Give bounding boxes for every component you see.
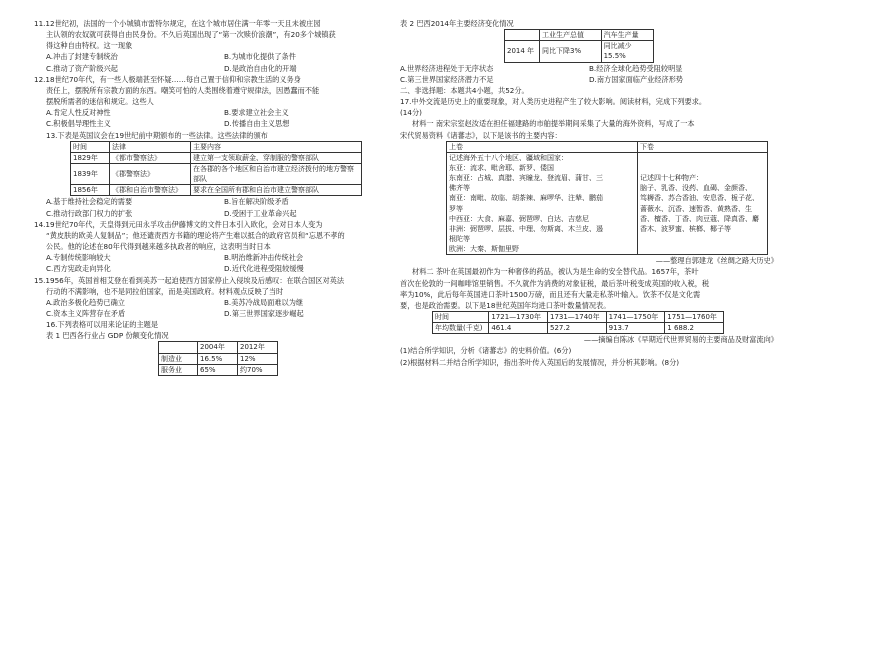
table-row [433,323,724,334]
lower-line: 香木、波罗蜜、槟榔、椰子等 [640,224,731,233]
upper-line: 记述海外五十八个地区、疆域和国家： [449,153,568,162]
q11-option-a[interactable]: A.冲击了封建专制统治 [46,52,118,62]
table2-caption: 表 2 巴西2014年主要经济变化情况 [400,19,514,28]
sub-question-1: (1)结合所学知识，分析《诸蕃志》的史料价值。(6分) [400,346,572,356]
q12-line: 责任上，摆脱所有宗教方面的东西。嘲笑可怕的人类围绕着遵守规律法，因愚蠢而不能 [46,85,320,95]
table-cell: 建立第一支领取薪金、穿制服的警察部队 [191,152,362,163]
q14-line: 公民。他的论述在80年代得到越来越多执政者的响应，这表明当时日本 [46,242,271,252]
q14-option-c[interactable]: C.西方宪政走向异化 [46,264,111,274]
material2-line: 首次在伦敦的一间咖啡馆里销售。不久就作为消费的对象征税，最后茶叶税变成英国的收入税，税 [400,278,710,288]
table-row [159,353,278,364]
q13-law-table [70,141,362,197]
question-13 [34,130,402,219]
table-header: 2004年 [198,342,238,353]
upper-line: 中西亚：大食、麻嘉、弼琶啰、白达、吉慈尼 [449,214,589,223]
right-column [400,18,778,368]
table-cell-line: 15.5% [603,52,626,61]
table-cell: 1829年 [71,152,110,163]
table-cell: 913.7 [606,323,665,334]
source-citation-1: ——整理自郭建龙《丝绸之路大历史》 [655,256,778,266]
table-header [505,30,540,41]
q16-option-d[interactable]: D.南方国家面临产业经济形势 [589,74,684,84]
table-header: 1741—1750年 [606,312,665,323]
q11-line: 11.12世纪初，法国的一个小城镇市雷特尔规定，在这个城市居住满一年零一天且未被庄园 [34,19,321,28]
q16-option-c[interactable]: C.第三世界国家经济潜力不足 [400,74,494,84]
q16-option-a[interactable]: A.世界经济进程处于无序状态 [400,63,494,73]
table-header: 时间 [433,312,489,323]
question-15 [34,275,402,320]
table-cell: 年均数量(千克) [433,323,489,334]
table-cell: 要求在全国所有郡和自治市建立警察部队 [191,185,362,196]
table-header: 1731—1740年 [547,312,606,323]
upper-line: 欧洲：大秦、斯伽里野 [449,245,519,254]
table-row [505,41,654,62]
table-header: 工业生产总值 [540,30,602,41]
question-11 [34,18,402,74]
lower-volume-cell [638,152,768,254]
left-column [34,18,402,376]
table-cell-line: 在各郡的各个地区和自治市建立经济拨付的地方警察 [193,165,354,173]
q15-option-a[interactable]: A.政治多极化趋势已确立 [46,297,125,307]
table-cell: 527.2 [547,323,606,334]
q11-line: 得这种自由特权。这一现象 [46,41,133,51]
table-cell: 16.5% [198,353,238,364]
q15-option-b[interactable]: B.美苏冷战局面难以为继 [224,297,304,307]
upper-line: 非洲：弼琶啰、层拔、中理、勿斯离、木兰皮、遏 [449,224,603,233]
table1-caption: 表 1 巴西各行业占 GDP 份额变化情况 [46,331,169,341]
q12-line: 12.18世纪70年代，有一些人极端甚至怀疑……每自己置于信仰和宗教生活的义务身 [34,74,301,84]
q16-option-b[interactable]: B.经济全球化趋势受阻较明显 [589,63,683,73]
table-cell: 同比下降3% [540,41,602,62]
zhufanzhi-table [446,141,768,256]
table-cell: 461.4 [489,323,548,334]
table-cell-line: 部队 [193,175,207,184]
table-cell: 2014 年 [505,41,540,62]
sub-question-2: (2)根据材料二并结合所学知识，指出茶叶传入英国后的发展情况，并分析其影响。(8分) [400,357,680,367]
upper-volume-cell [447,152,638,254]
q15-option-d[interactable]: D.第三世界国家逐步崛起 [224,308,304,318]
upper-line: 佛齐等 [449,184,470,193]
q13-intro: 13.下表是英国议会在19世纪前中期颁布的一些法律。这些法律的颁布 [46,130,268,140]
q12-option-c[interactable]: C.积极倡导理性主义 [46,119,111,129]
table-cell: 制造业 [159,353,198,364]
lower-line: 脑子、乳香、没药、血碣、金颜香、 [640,184,752,193]
economy-2014-table [504,29,654,62]
material1-line: 材料一 南宋宗室赵汝适在担任福建路的市舶提举期间采集了大量的海外资料，写成了一本 [412,119,695,129]
q13-option-b[interactable]: B.旨在解决阶级矛盾 [224,197,289,207]
q14-line: 14.19世纪70年代，天皇得到元田永孚攻击伊藤博文的文件日本引入欧化，会对日本人变为 [34,219,323,229]
upper-line: 东亚：流求、毗舍耶、新罗、倭国 [449,163,554,172]
material2-line: 率为10%，此后每年英国进口茶叶1500万磅，而且还有大量走私茶叶输入。饮茶不仅是文化需 [400,289,701,299]
question-12 [34,74,402,130]
q15-line: 15.1956年，英国首相艾登在看到美苏一起迫使西方国家停止入侵埃及后感叹：在联合国区对英法 [34,275,345,285]
q12-option-b[interactable]: B.要求建立社会主义 [224,108,289,118]
table-cell-line: 同比减少 [603,42,632,51]
upper-line: 南亚：南毗、故临、胡茶辣、麻啰华、注辇、鹏茄 [449,194,603,203]
table-cell: 约70% [238,364,278,375]
table-cell: 《都市警察法》 [110,152,191,163]
q14-option-b[interactable]: B.明治维新冲击传统社会 [224,253,304,263]
q14-option-d[interactable]: D.近代化进程受阻较缓慢 [224,264,304,274]
upper-line: 东南亚：占城、真腊、宾瞳龙、登流眉、蒲甘、三 [449,174,603,183]
lower-line: 香、檀香、丁香、肉豆蔻、降真香、麝 [640,214,759,223]
table-header: 汽车生产量 [601,30,653,41]
table-header: 主要内容 [191,141,362,152]
source-citation-2: ——摘编自陈冰《早期近代世界贸易的主要商品及财富流向》 [583,335,778,345]
q13-option-a[interactable]: A.基于维持社会稳定的需要 [46,197,133,207]
question-16 [34,319,402,376]
table-row [71,164,362,185]
q13-option-d[interactable]: D.受困于工业革命兴起 [224,208,297,218]
q15-option-c[interactable]: C.资本主义阵营存在矛盾 [46,308,126,318]
q11-line: 主认领的农奴就可获得自由民身份。不久后英国出现了“第一次赎价浪潮”，有20多个城镇获 [46,30,336,40]
q12-line: 摆脱所需者的迷信和规定。这些人 [46,97,154,107]
q14-option-a[interactable]: A.专制传统影响较大 [46,253,111,263]
q14-line: “黄皮肤的欧美人复制品”；他还谴责西方书籍的理论将产生难以抵合的政府官员和“忘恩不孝的 [46,230,345,240]
lower-line: 蔷薇水、沉香、速暂香、黄熟香、生 [640,204,752,213]
table-cell: 1856年 [71,185,110,196]
table-cell: 65% [198,364,238,375]
table-cell [601,41,653,62]
section-heading: 二、非选择题：本题共4小题，共52分。 [400,85,529,95]
q11-option-d[interactable]: D.是政治自由化的开端 [224,63,297,73]
q15-line: 行动的不满影响，也不是同拉伯国家，而是美国政府。材料观点反映了当时 [46,286,284,296]
table-row [159,364,278,375]
table-header: 1721—1730年 [489,312,548,323]
table-header: 时间 [71,141,110,152]
q13-option-c[interactable]: C.推动行政部门权力的扩张 [46,208,133,218]
table-row [447,152,768,254]
q12-option-a[interactable]: A.肯定人性反对神性 [46,108,111,118]
lower-line: 笃耨香、苏合香油、安息香、栀子花、 [640,194,759,203]
gdp-share-table [158,341,278,375]
table-header: 上卷 [447,141,638,152]
q11-option-b[interactable]: B.为城市化提供了条件 [224,52,296,62]
question-14 [34,219,402,275]
q16-intro: 16.下列表格可以用来论证的主题是 [46,320,159,330]
table-cell: 《郡警察法》 [110,164,191,185]
upper-line: 罗等 [449,204,463,213]
table-header: 下卷 [638,141,768,152]
material1-line: 宋代贸易资料《诸蕃志》，以下是该书的主要内容： [400,130,562,140]
table-cell: 《郡和自治市警察法》 [110,185,191,196]
q12-option-d[interactable]: D.传播自由主义思想 [224,119,290,129]
upper-line: 根陀等 [449,234,470,243]
material2-line: 材料二 茶叶在英国最初作为一种奢侈的药品，被认为是生命的安全替代品。1657年，茶叶 [412,267,699,277]
table-header: 2012年 [238,342,278,353]
table-cell: 1839年 [71,164,110,185]
table-cell [191,164,362,185]
table-cell: 12% [238,353,278,364]
q11-option-c[interactable]: C.推动了资产阶级兴起 [46,63,118,73]
table-header: 1751—1760年 [665,312,724,323]
tea-import-table [432,311,724,334]
material2-line: 要，也是政治需要。以下是18世纪英国年均进口茶叶数量情况表。 [400,300,611,310]
table-row [71,185,362,196]
table-cell: 1 688.2 [665,323,724,334]
question-17 [400,96,778,368]
table-row [71,152,362,163]
q17-intro: 17.中外交流是历史上的重要现象，对人类历史进程产生了较大影响。阅读材料，完成下列要求。 [400,97,707,107]
lower-line: 记述四十七种物产： [640,174,703,183]
table-cell: 服务业 [159,364,198,375]
q17-score: (14分) [400,108,422,118]
table-header: 法律 [110,141,191,152]
table-header [159,342,198,353]
